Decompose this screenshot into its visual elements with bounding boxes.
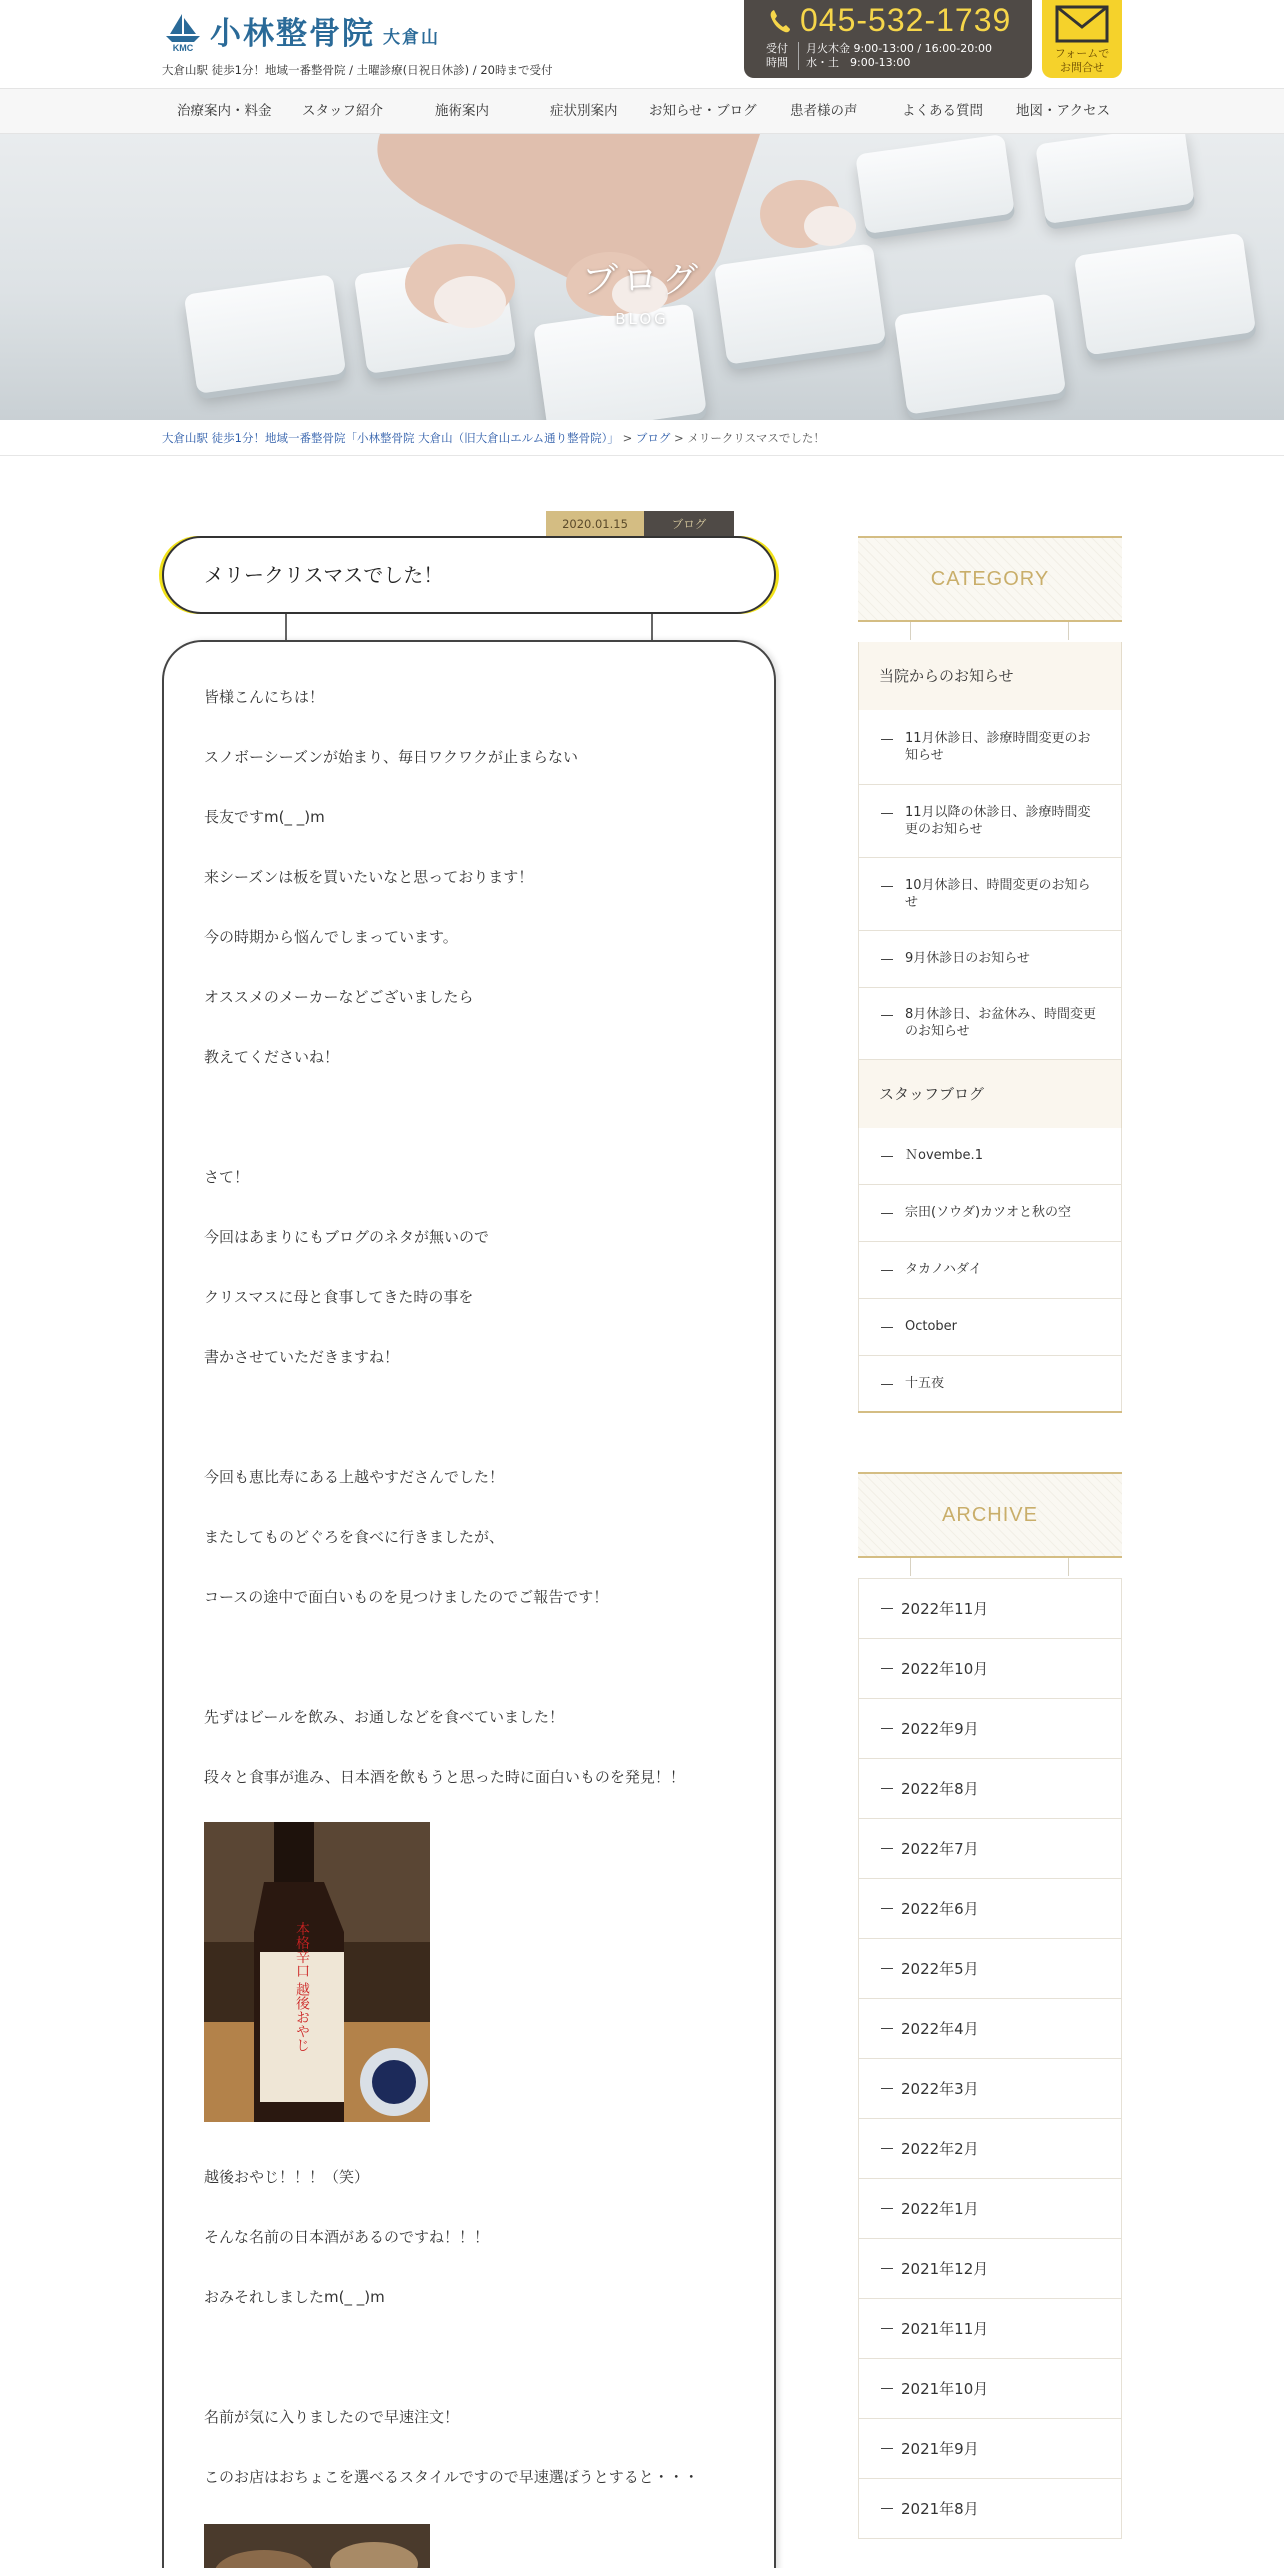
archive-link[interactable]: 2021年9月: [858, 2419, 1122, 2479]
archive-link[interactable]: 2021年11月: [858, 2299, 1122, 2359]
heading-ticks: [858, 622, 1122, 640]
hero-title: ブログ: [581, 260, 702, 301]
archive-link[interactable]: 2022年11月: [858, 1579, 1122, 1639]
sidebar-post-link[interactable]: 9月休診日のお知らせ: [858, 931, 1122, 988]
sake-label-text: 本格辛口 越後おやじ: [294, 1921, 310, 2053]
form-label-2: お問合せ: [1060, 61, 1104, 74]
post-paragraph: おみそれしましたm(_ _)m: [204, 2288, 385, 2306]
tick: [1068, 622, 1069, 640]
archive-link[interactable]: 2021年10月: [858, 2359, 1122, 2419]
heading-ticks: [858, 1558, 1122, 1576]
site-header: [0, 0, 1284, 88]
tick: [1068, 1558, 1069, 1576]
category-group-notices[interactable]: 当院からのお知らせ: [858, 642, 1122, 710]
nav-item-treatment[interactable]: 治療案内・料金: [177, 103, 272, 119]
sidebar-rule: [858, 1411, 1122, 1413]
tick: [910, 1558, 911, 1576]
site-tagline: 大倉山駅 徒歩1分！地域一番整骨院 / 土曜診療(日祝日休診) / 20時まで受付: [162, 63, 553, 77]
nav-item-voices[interactable]: 患者様の声: [790, 103, 858, 119]
archive-link[interactable]: 2021年8月: [858, 2479, 1122, 2539]
post-content: [162, 640, 776, 2568]
post-paragraph: 先ずはビールを飲み、お通しなどを食べていました！: [204, 1708, 565, 1726]
logo-name: 小林整骨院: [210, 16, 375, 52]
logo-sub: 大倉山: [383, 28, 440, 48]
post-paragraph: 来シーズンは板を買いたいなと思っております！: [204, 868, 534, 886]
breadcrumb-home[interactable]: 大倉山駅 徒歩1分！地域一番整骨院「小林整骨院 大倉山（旧大倉山エルム通り整骨院）」: [162, 431, 619, 445]
hours-text: [806, 42, 992, 70]
post-paragraph: 教えてくださいね！: [204, 1048, 340, 1066]
archive-link[interactable]: 2022年9月: [858, 1699, 1122, 1759]
sidebar-post-link[interactable]: 10月休診日、時間変更のお知らせ: [858, 858, 1122, 931]
divider: [0, 455, 1284, 456]
food-photo: [204, 2524, 430, 2568]
breadcrumb-current: メリークリスマスでした！: [687, 431, 825, 445]
logo-mark-text: KMC: [172, 43, 194, 52]
post-paragraph: 名前が気に入りましたので早速注文！: [204, 2408, 460, 2426]
archive-title: ARCHIVE: [942, 1504, 1038, 1526]
post-paragraph: オススメのメーカーなどございましたら: [204, 988, 474, 1006]
post-paragraph: 書かさせていただきますね！: [204, 1348, 400, 1366]
archive-link[interactable]: 2022年1月: [858, 2179, 1122, 2239]
sake-bottle-photo: [204, 1822, 430, 2122]
post-paragraph: 越後おやじ！！！（笑）: [204, 2168, 370, 2186]
post-paragraph: そんな名前の日本酒があるのですね！！！: [204, 2228, 490, 2246]
nav-item-symptoms[interactable]: 症状別案内: [550, 103, 618, 119]
archive-link[interactable]: 2022年7月: [858, 1819, 1122, 1879]
nav-item-access[interactable]: 地図・アクセス: [1016, 103, 1111, 119]
archive-link[interactable]: 2022年10月: [858, 1639, 1122, 1699]
connector-line: [285, 614, 287, 642]
post-paragraph: クリスマスに母と食事してきた時の事を: [204, 1288, 474, 1306]
breadcrumb-sep: >: [618, 431, 636, 445]
phone-icon: [768, 8, 792, 38]
category-title: CATEGORY: [930, 568, 1050, 590]
sidebar-post-link[interactable]: 11月休診日、診療時間変更のお知らせ: [858, 710, 1122, 785]
hours-line-2: 水・土 9:00-13:00: [806, 56, 911, 69]
sidebar-post-link[interactable]: 11月以降の休診日、診療時間変更のお知らせ: [858, 785, 1122, 858]
hours-label: [766, 42, 794, 70]
phone-number[interactable]: 045-532-1739: [800, 2, 1012, 38]
contact-form-button[interactable]: [1042, 0, 1122, 78]
archive-link[interactable]: 2022年4月: [858, 1999, 1122, 2059]
post-paragraph: このお店はおちょこを選べるスタイルですので早速選ぼうとすると・・・: [204, 2468, 699, 2486]
connector-line: [651, 614, 653, 642]
post-paragraph: スノボーシーズンが始まり、毎日ワクワクが止まらない: [204, 748, 578, 766]
sidebar-post-link[interactable]: October: [858, 1299, 1122, 1356]
archive-link[interactable]: 2022年2月: [858, 2119, 1122, 2179]
category-heading: [858, 536, 1122, 622]
form-label-1: フォームで: [1054, 47, 1110, 60]
sidebar-post-link[interactable]: 8月休診日、お盆休み、時間変更のお知らせ: [858, 988, 1122, 1060]
breadcrumb-blog[interactable]: ブログ: [635, 431, 671, 445]
hours-divider: [798, 42, 799, 70]
archive-link[interactable]: 2022年3月: [858, 2059, 1122, 2119]
post-title-box: [162, 536, 776, 614]
post-paragraph: 段々と食事が進み、日本酒を飲もうと思った時に面白いものを発見！！: [204, 1768, 685, 1786]
category-group-staff-blog[interactable]: スタッフブログ: [858, 1060, 1122, 1128]
nav-item-staff[interactable]: スタッフ紹介: [302, 103, 383, 119]
hours-label-text: 受付 時間: [766, 42, 788, 69]
post-title: メリークリスマスでした！: [204, 563, 444, 587]
archive-link[interactable]: 2022年8月: [858, 1759, 1122, 1819]
nav-item-news-blog[interactable]: お知らせ・ブログ: [649, 103, 757, 119]
sidebar-post-link[interactable]: タカノハダイ: [858, 1242, 1122, 1299]
global-nav: [0, 88, 1284, 134]
envelope-icon: [1055, 5, 1109, 43]
post-paragraph: コースの途中で面白いものを見つけましたのでご報告です！: [204, 1588, 609, 1606]
hero-banner: [0, 134, 1284, 420]
sidebar-post-link[interactable]: Ｎovembe.1: [858, 1128, 1122, 1185]
sidebar-post-link[interactable]: 十五夜: [858, 1356, 1122, 1413]
hours-line-1: 月火木金 9:00-13:00 / 16:00-20:00: [806, 42, 992, 55]
post-paragraph: 長友ですm(_ _)m: [204, 808, 325, 826]
post-paragraph: さて！: [204, 1168, 250, 1186]
nav-item-procedures[interactable]: 施術案内: [435, 103, 489, 119]
post-meta: [546, 511, 734, 537]
hero-subtitle: BLOG: [615, 310, 669, 328]
archive-link[interactable]: 2022年5月: [858, 1939, 1122, 1999]
ship-logo-icon: [162, 12, 204, 52]
post-paragraph: 皆様こんにちは！: [204, 688, 325, 706]
post-category[interactable]: ブログ: [644, 511, 734, 537]
archive-link[interactable]: 2021年12月: [858, 2239, 1122, 2299]
breadcrumb: [162, 430, 825, 446]
post-paragraph: 今回も恵比寿にある上越やすださんでした！: [204, 1468, 505, 1486]
sidebar-post-link[interactable]: 宗田(ソウダ)カツオと秋の空: [858, 1185, 1122, 1242]
archive-link[interactable]: 2022年6月: [858, 1879, 1122, 1939]
post-paragraph: またしてものどぐろを食べに行きましたが、: [204, 1528, 505, 1546]
phone-box[interactable]: [744, 0, 1032, 78]
nav-item-faq[interactable]: よくある質問: [902, 103, 983, 119]
site-logo[interactable]: [162, 12, 440, 52]
post-paragraph: 今回はあまりにもブログのネタが無いので: [204, 1228, 490, 1246]
tick: [910, 622, 911, 640]
post-date: 2020.01.15: [546, 511, 644, 537]
breadcrumb-sep: >: [670, 431, 688, 445]
archive-heading: [858, 1472, 1122, 1558]
post-paragraph: 今の時期から悩んでしまっています。: [204, 928, 458, 946]
